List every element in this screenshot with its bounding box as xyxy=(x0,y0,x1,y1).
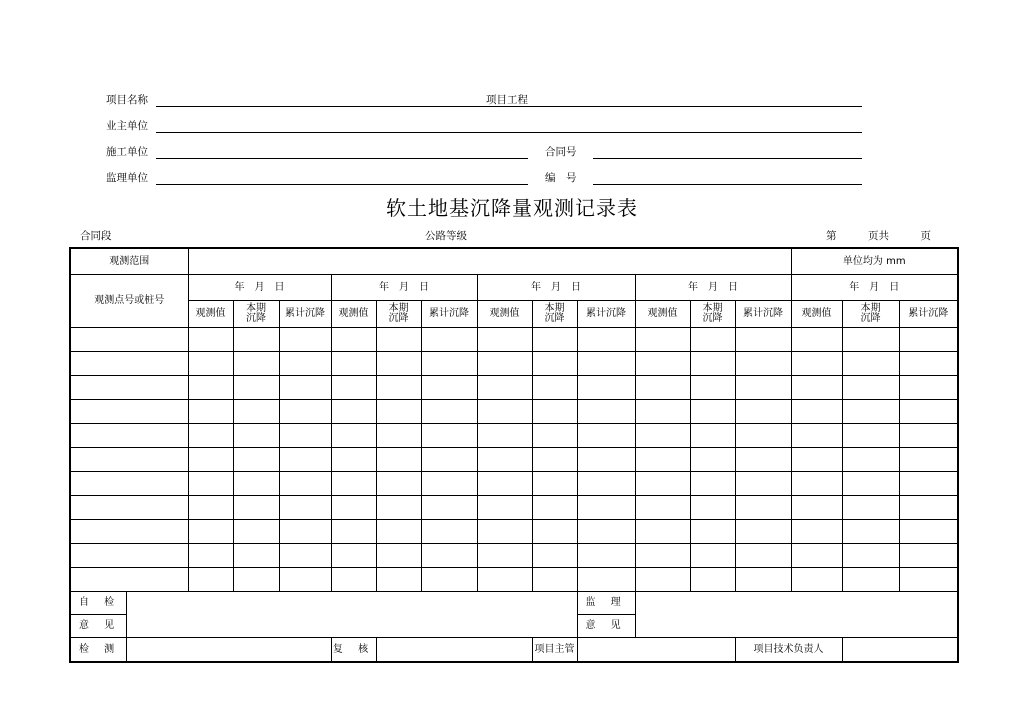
value-cell[interactable] xyxy=(690,567,735,591)
col-cumulative: 累计沉降 xyxy=(279,300,331,327)
col-period-line2: 沉降 xyxy=(544,312,565,324)
value-cell[interactable] xyxy=(279,471,331,495)
contract-no-label: 合同号 xyxy=(545,146,577,158)
value-cell[interactable] xyxy=(635,327,690,351)
value-cell[interactable] xyxy=(690,519,735,543)
value-cell[interactable] xyxy=(899,543,958,567)
value-cell[interactable] xyxy=(842,399,899,423)
col-observed: 观测值 xyxy=(188,300,233,327)
value-cell[interactable] xyxy=(532,351,577,375)
table-row xyxy=(70,351,958,375)
value-cell[interactable] xyxy=(376,519,421,543)
range-label: 观测范围 xyxy=(70,248,188,274)
value-cell[interactable] xyxy=(791,399,842,423)
value-cell[interactable] xyxy=(532,543,577,567)
value-cell[interactable] xyxy=(577,447,635,471)
value-cell[interactable] xyxy=(233,423,279,447)
value-cell[interactable] xyxy=(577,495,635,519)
value-cell[interactable] xyxy=(233,447,279,471)
value-cell[interactable] xyxy=(577,375,635,399)
value-cell[interactable] xyxy=(690,471,735,495)
supervision-label-2: 意 见 xyxy=(577,614,635,637)
date-row xyxy=(70,274,958,300)
value-cell[interactable] xyxy=(577,399,635,423)
value-cell[interactable] xyxy=(421,423,477,447)
value-cell[interactable] xyxy=(842,351,899,375)
value-cell[interactable] xyxy=(532,447,577,471)
value-cell[interactable] xyxy=(279,423,331,447)
value-cell[interactable] xyxy=(899,423,958,447)
value-cell[interactable] xyxy=(577,567,635,591)
value-cell[interactable] xyxy=(899,375,958,399)
owner-field[interactable] xyxy=(156,132,862,133)
value-cell[interactable] xyxy=(791,327,842,351)
value-cell[interactable] xyxy=(188,351,233,375)
table-row xyxy=(70,567,958,591)
value-cell[interactable] xyxy=(577,519,635,543)
col-cumulative: 累计沉降 xyxy=(899,300,958,327)
range-input[interactable] xyxy=(188,248,791,274)
value-cell[interactable] xyxy=(331,471,376,495)
value-cell[interactable] xyxy=(635,351,690,375)
value-cell[interactable] xyxy=(376,495,421,519)
value-cell[interactable] xyxy=(477,567,532,591)
value-cell[interactable] xyxy=(635,423,690,447)
value-cell[interactable] xyxy=(233,567,279,591)
value-cell[interactable] xyxy=(842,327,899,351)
value-cell[interactable] xyxy=(532,567,577,591)
col-period-line2: 沉降 xyxy=(246,312,266,324)
value-cell[interactable] xyxy=(421,567,477,591)
value-cell[interactable] xyxy=(735,567,791,591)
supervisor-label: 监理单位 xyxy=(106,172,148,184)
value-cell[interactable] xyxy=(376,327,421,351)
value-cell[interactable] xyxy=(735,543,791,567)
table-row xyxy=(70,495,958,519)
value-cell[interactable] xyxy=(791,471,842,495)
value-cell[interactable] xyxy=(842,447,899,471)
col-cumulative: 累计沉降 xyxy=(421,300,477,327)
table-row xyxy=(70,447,958,471)
value-cell[interactable] xyxy=(899,471,958,495)
value-cell[interactable] xyxy=(421,351,477,375)
value-cell[interactable] xyxy=(188,567,233,591)
col-period-line1: 本期 xyxy=(246,302,266,314)
col-cumulative: 累计沉降 xyxy=(577,300,635,327)
col-observed: 观测值 xyxy=(635,300,690,327)
value-cell[interactable] xyxy=(331,399,376,423)
table-row xyxy=(70,399,958,423)
project-name-value: 项目工程 xyxy=(486,94,528,106)
value-cell[interactable] xyxy=(735,447,791,471)
value-cell[interactable] xyxy=(899,495,958,519)
value-cell[interactable] xyxy=(635,519,690,543)
value-cell[interactable] xyxy=(532,327,577,351)
value-cell[interactable] xyxy=(421,519,477,543)
value-cell[interactable] xyxy=(791,423,842,447)
value-cell[interactable] xyxy=(233,351,279,375)
table-row xyxy=(70,327,958,351)
col-period xyxy=(376,300,421,327)
value-cell[interactable] xyxy=(532,375,577,399)
value-cell[interactable] xyxy=(635,447,690,471)
value-cell[interactable] xyxy=(735,519,791,543)
col-period-line2: 沉降 xyxy=(388,312,409,324)
value-cell[interactable] xyxy=(735,399,791,423)
value-cell[interactable] xyxy=(577,423,635,447)
value-cell[interactable] xyxy=(421,495,477,519)
value-cell[interactable] xyxy=(331,519,376,543)
value-cell[interactable] xyxy=(532,399,577,423)
value-cell[interactable] xyxy=(842,519,899,543)
value-cell[interactable] xyxy=(233,399,279,423)
project-name-label: 项目名称 xyxy=(106,94,148,106)
value-cell[interactable] xyxy=(477,423,532,447)
value-cell[interactable] xyxy=(279,399,331,423)
value-cell[interactable] xyxy=(690,447,735,471)
value-cell[interactable] xyxy=(577,351,635,375)
value-cell[interactable] xyxy=(279,567,331,591)
value-cell[interactable] xyxy=(791,351,842,375)
value-cell[interactable] xyxy=(376,423,421,447)
road-grade-label: 公路等级 xyxy=(425,230,467,242)
date-cell[interactable]: 年 月 日 xyxy=(791,274,958,300)
value-cell[interactable] xyxy=(635,567,690,591)
value-cell[interactable] xyxy=(842,375,899,399)
value-cell[interactable] xyxy=(477,399,532,423)
point-label: 观测点号或桩号 xyxy=(70,274,188,327)
col-period-line1: 本期 xyxy=(860,302,881,314)
supervision-input[interactable] xyxy=(635,591,958,637)
value-cell[interactable] xyxy=(331,447,376,471)
point-cell[interactable] xyxy=(70,543,188,567)
value-cell[interactable] xyxy=(477,471,532,495)
value-cell[interactable] xyxy=(635,399,690,423)
review-input[interactable] xyxy=(376,637,532,662)
value-cell[interactable] xyxy=(376,543,421,567)
value-cell[interactable] xyxy=(279,447,331,471)
self-check-row xyxy=(70,591,958,614)
value-cell[interactable] xyxy=(477,543,532,567)
value-cell[interactable] xyxy=(899,567,958,591)
value-cell[interactable] xyxy=(899,351,958,375)
value-cell[interactable] xyxy=(477,495,532,519)
value-cell[interactable] xyxy=(735,495,791,519)
value-cell[interactable] xyxy=(690,375,735,399)
serial-label: 编 号 xyxy=(545,172,577,184)
value-cell[interactable] xyxy=(899,327,958,351)
value-cell[interactable] xyxy=(735,375,791,399)
value-cell[interactable] xyxy=(233,471,279,495)
point-cell[interactable] xyxy=(70,351,188,375)
observation-table xyxy=(69,247,959,663)
value-cell[interactable] xyxy=(735,327,791,351)
tech-lead-label: 项目技术负责人 xyxy=(735,637,842,662)
page-title: 软土地基沉降量观测记录表 xyxy=(386,196,638,220)
value-cell[interactable] xyxy=(188,519,233,543)
project-manager-input[interactable] xyxy=(577,637,735,662)
value-cell[interactable] xyxy=(842,423,899,447)
value-cell[interactable] xyxy=(899,519,958,543)
value-cell[interactable] xyxy=(421,447,477,471)
inspect-input[interactable] xyxy=(126,637,331,662)
value-cell[interactable] xyxy=(279,375,331,399)
tech-lead-input[interactable] xyxy=(842,637,958,662)
col-period-line2: 沉降 xyxy=(702,312,723,324)
value-cell[interactable] xyxy=(331,543,376,567)
col-period xyxy=(233,300,279,327)
value-cell[interactable] xyxy=(421,375,477,399)
value-cell[interactable] xyxy=(735,423,791,447)
value-cell[interactable] xyxy=(421,471,477,495)
value-cell[interactable] xyxy=(899,399,958,423)
value-cell[interactable] xyxy=(376,351,421,375)
supervision-label-1: 监 理 xyxy=(577,591,635,614)
value-cell[interactable] xyxy=(690,543,735,567)
col-period-line1: 本期 xyxy=(388,302,409,314)
table-row xyxy=(70,375,958,399)
value-cell[interactable] xyxy=(376,567,421,591)
col-period-line2: 沉降 xyxy=(860,312,881,324)
value-cell[interactable] xyxy=(842,543,899,567)
col-period-line1: 本期 xyxy=(544,302,565,314)
point-cell[interactable] xyxy=(70,567,188,591)
value-cell[interactable] xyxy=(577,543,635,567)
value-cell[interactable] xyxy=(188,399,233,423)
value-cell[interactable] xyxy=(331,423,376,447)
point-cell[interactable] xyxy=(70,471,188,495)
value-cell[interactable] xyxy=(477,447,532,471)
col-cumulative: 累计沉降 xyxy=(735,300,791,327)
date-cell[interactable]: 年 月 日 xyxy=(635,274,791,300)
value-cell[interactable] xyxy=(532,519,577,543)
value-cell[interactable] xyxy=(233,543,279,567)
value-cell[interactable] xyxy=(635,495,690,519)
value-cell[interactable] xyxy=(421,399,477,423)
project-name-field[interactable] xyxy=(156,106,862,107)
value-cell[interactable] xyxy=(279,495,331,519)
point-cell[interactable] xyxy=(70,375,188,399)
col-period xyxy=(842,300,899,327)
value-cell[interactable] xyxy=(188,543,233,567)
value-cell[interactable] xyxy=(421,543,477,567)
col-period-line1: 本期 xyxy=(702,302,723,314)
value-cell[interactable] xyxy=(376,399,421,423)
value-cell[interactable] xyxy=(376,447,421,471)
value-cell[interactable] xyxy=(188,447,233,471)
col-observed: 观测值 xyxy=(331,300,376,327)
value-cell[interactable] xyxy=(842,567,899,591)
value-cell[interactable] xyxy=(842,495,899,519)
value-cell[interactable] xyxy=(791,567,842,591)
value-cell[interactable] xyxy=(532,495,577,519)
serial-field[interactable] xyxy=(593,184,862,185)
value-cell[interactable] xyxy=(532,471,577,495)
value-cell[interactable] xyxy=(791,375,842,399)
value-cell[interactable] xyxy=(331,351,376,375)
point-cell[interactable] xyxy=(70,327,188,351)
project-manager-label: 项目主管 xyxy=(532,637,577,662)
value-cell[interactable] xyxy=(477,351,532,375)
inspect-label: 检 测 xyxy=(70,637,126,662)
signature-row xyxy=(70,637,958,662)
self-check-label-1: 自 检 xyxy=(70,591,126,614)
value-cell[interactable] xyxy=(279,519,331,543)
value-cell[interactable] xyxy=(376,375,421,399)
value-cell[interactable] xyxy=(233,519,279,543)
point-cell[interactable] xyxy=(70,423,188,447)
review-label: 复 核 xyxy=(331,637,376,662)
date-cell[interactable]: 年 月 日 xyxy=(188,274,331,300)
value-cell[interactable] xyxy=(791,495,842,519)
value-cell[interactable] xyxy=(331,327,376,351)
value-cell[interactable] xyxy=(735,351,791,375)
value-cell[interactable] xyxy=(635,543,690,567)
value-cell[interactable] xyxy=(791,447,842,471)
table-row xyxy=(70,543,958,567)
value-cell[interactable] xyxy=(331,495,376,519)
value-cell[interactable] xyxy=(279,543,331,567)
owner-label: 业主单位 xyxy=(106,120,148,132)
value-cell[interactable] xyxy=(635,471,690,495)
value-cell[interactable] xyxy=(635,375,690,399)
range-row xyxy=(70,248,958,274)
table-row xyxy=(70,423,958,447)
value-cell[interactable] xyxy=(477,327,532,351)
value-cell[interactable] xyxy=(842,471,899,495)
value-cell[interactable] xyxy=(577,327,635,351)
table-row xyxy=(70,471,958,495)
value-cell[interactable] xyxy=(791,519,842,543)
value-cell[interactable] xyxy=(690,399,735,423)
value-cell[interactable] xyxy=(188,327,233,351)
point-cell[interactable] xyxy=(70,447,188,471)
value-cell[interactable] xyxy=(690,327,735,351)
value-cell[interactable] xyxy=(577,471,635,495)
value-cell[interactable] xyxy=(331,567,376,591)
value-cell[interactable] xyxy=(279,351,331,375)
value-cell[interactable] xyxy=(188,375,233,399)
value-cell[interactable] xyxy=(188,495,233,519)
value-cell[interactable] xyxy=(279,327,331,351)
date-cell[interactable]: 年 月 日 xyxy=(331,274,477,300)
value-cell[interactable] xyxy=(791,543,842,567)
table-row xyxy=(70,519,958,543)
value-cell[interactable] xyxy=(690,351,735,375)
date-cell[interactable]: 年 月 日 xyxy=(477,274,635,300)
value-cell[interactable] xyxy=(690,423,735,447)
supervisor-field[interactable] xyxy=(156,184,528,185)
value-cell[interactable] xyxy=(477,519,532,543)
value-cell[interactable] xyxy=(477,375,532,399)
value-cell[interactable] xyxy=(188,471,233,495)
value-cell[interactable] xyxy=(376,471,421,495)
point-cell[interactable] xyxy=(70,519,188,543)
unit-label: 单位均为 mm xyxy=(791,248,958,274)
contractor-field[interactable] xyxy=(156,158,528,159)
column-header-row xyxy=(70,300,958,327)
value-cell[interactable] xyxy=(188,423,233,447)
self-check-label-2: 意 见 xyxy=(70,614,126,637)
contract-no-field[interactable] xyxy=(593,158,862,159)
value-cell[interactable] xyxy=(233,375,279,399)
page-counter: 第 页共 页 xyxy=(826,230,931,242)
value-cell[interactable] xyxy=(421,327,477,351)
point-cell[interactable] xyxy=(70,399,188,423)
col-observed: 观测值 xyxy=(791,300,842,327)
value-cell[interactable] xyxy=(233,495,279,519)
value-cell[interactable] xyxy=(899,447,958,471)
value-cell[interactable] xyxy=(690,495,735,519)
col-period xyxy=(690,300,735,327)
contractor-label: 施工单位 xyxy=(106,146,148,158)
section-label: 合同段 xyxy=(80,230,112,242)
col-observed: 观测值 xyxy=(477,300,532,327)
col-period xyxy=(532,300,577,327)
self-check-input[interactable] xyxy=(126,591,577,637)
value-cell[interactable] xyxy=(735,471,791,495)
value-cell[interactable] xyxy=(532,423,577,447)
point-cell[interactable] xyxy=(70,495,188,519)
value-cell[interactable] xyxy=(233,327,279,351)
value-cell[interactable] xyxy=(331,375,376,399)
